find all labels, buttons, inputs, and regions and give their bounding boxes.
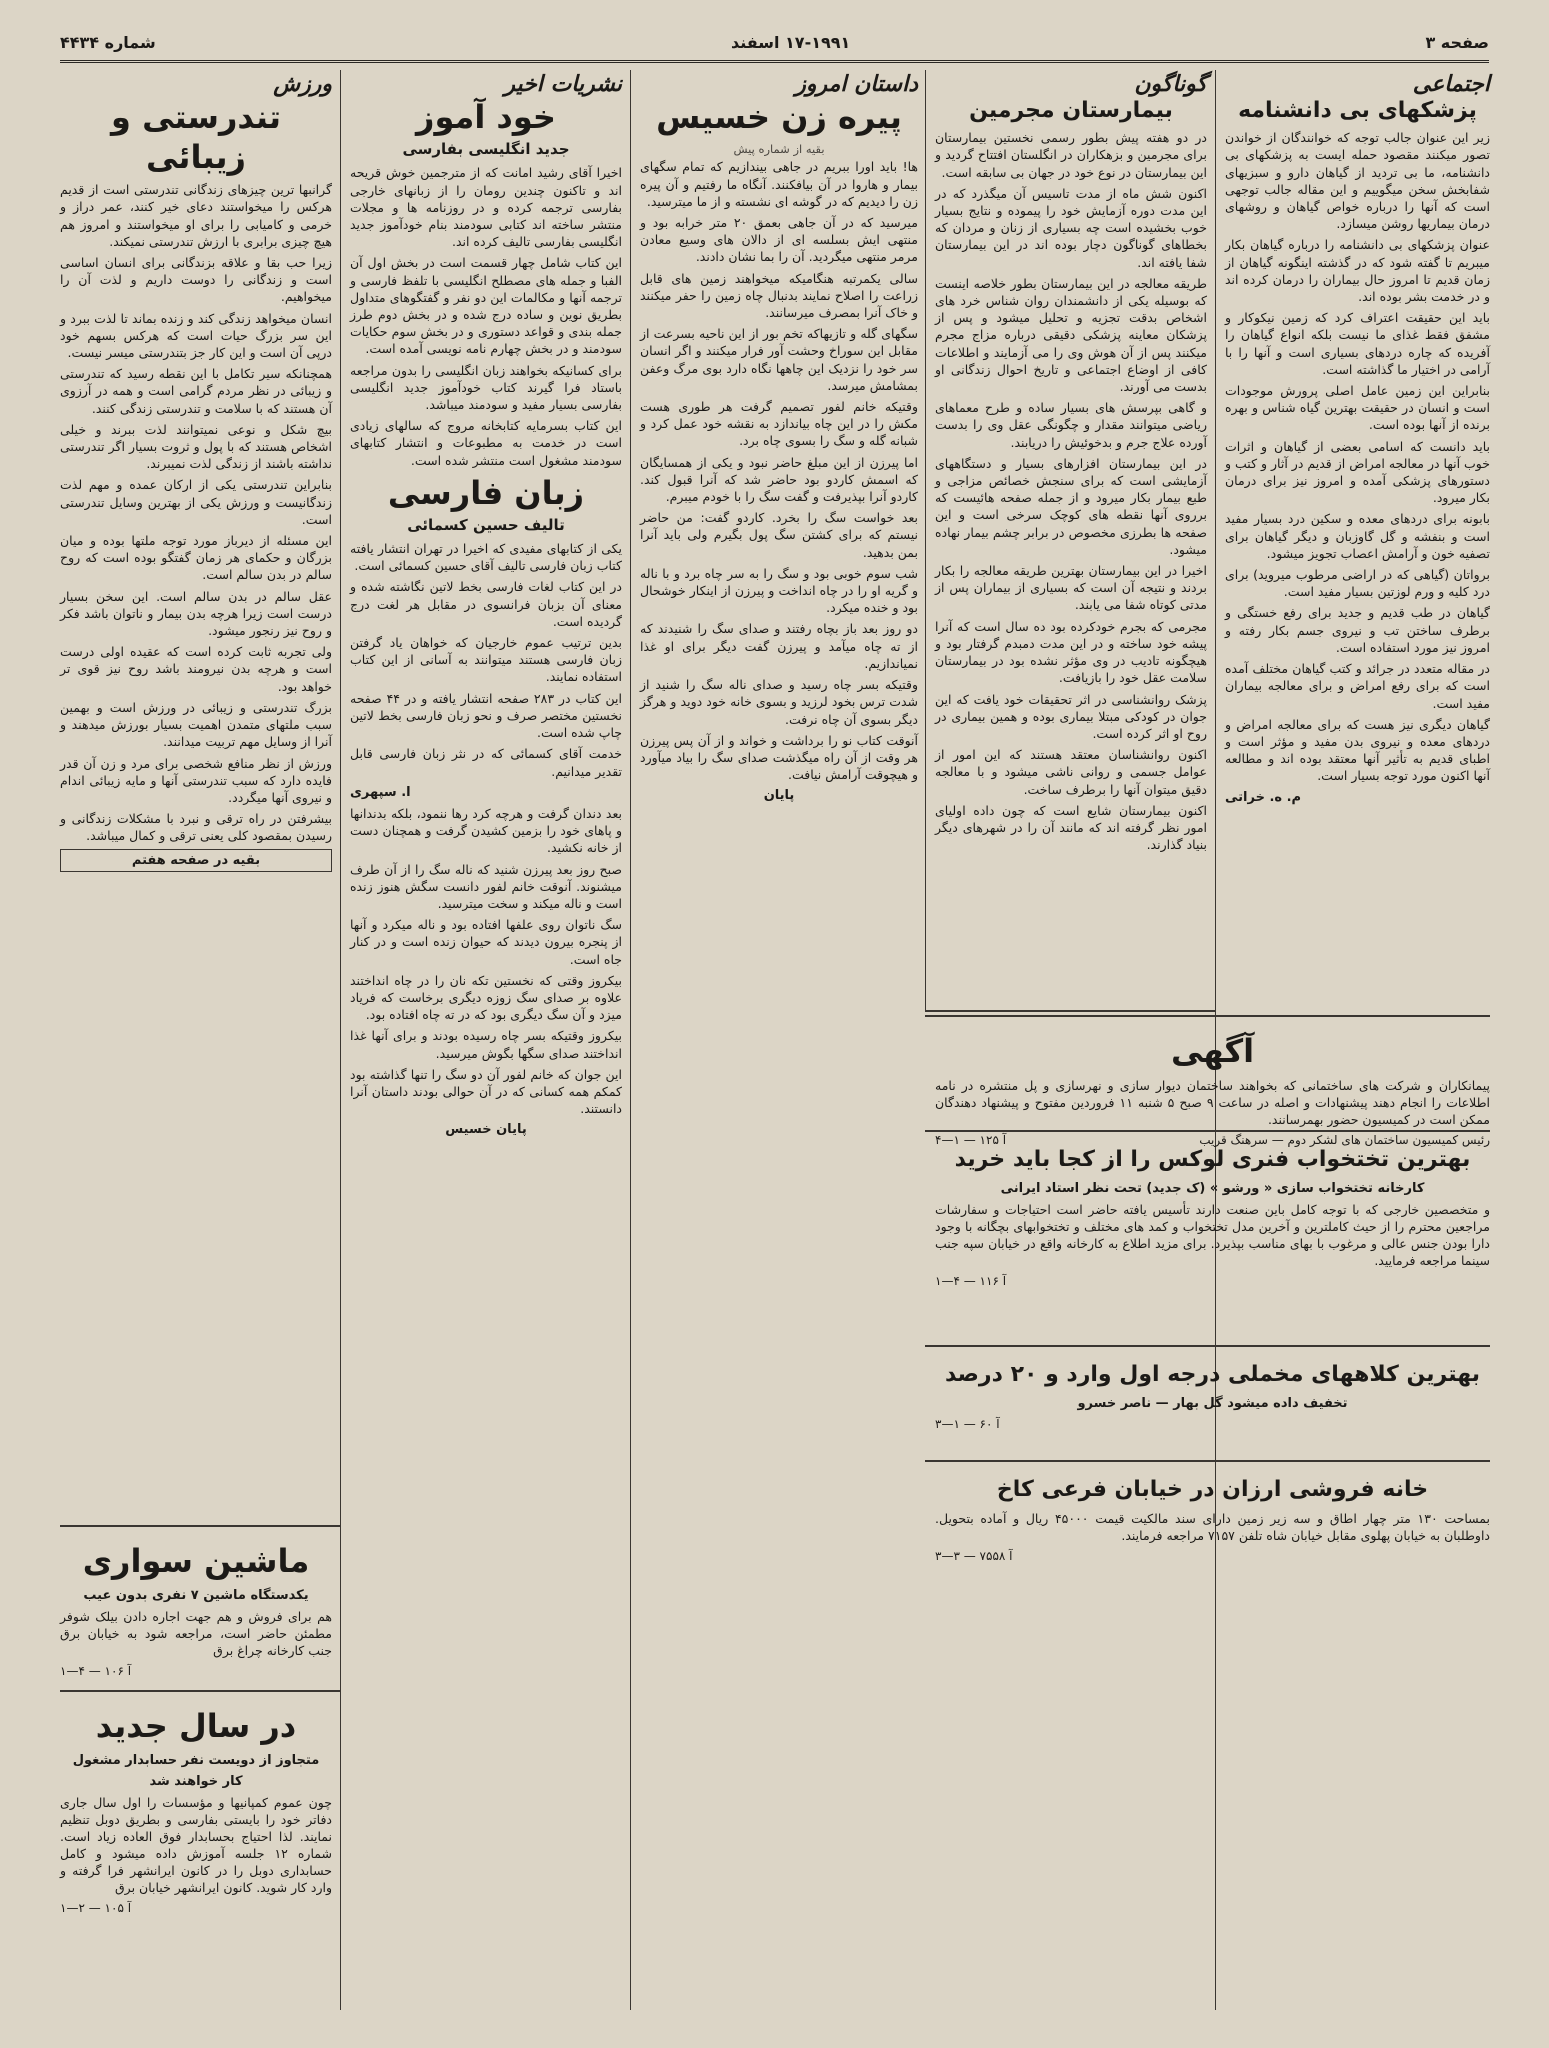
ad-car bbox=[60, 1535, 332, 1685]
paragraph: این جوان که خانم لفور آن دو سگ را تنها گذاشته بود کمکم همه کسانی که در آن حوالی بودند داستان آنرا دانستند. bbox=[350, 1066, 622, 1117]
paragraph: بنابراین تندرستی یکی از ارکان عمده و مهم لذت زندگانیست و ورزش یکی از بهترین وسایل تندرستی است. bbox=[60, 477, 332, 527]
ad-bed bbox=[935, 1140, 1490, 1340]
paragraph: اخیرا در این بیمارستان بهترین طریقه معالجه را بکار بردند و نتیجه آن است که بسیاری از بیماران پس از مدتی کوتاه شفا می یابند. bbox=[935, 563, 1207, 613]
paragraph: بدین ترتیب عموم خارجیان که خواهان یاد گرفتن زبان فارسی هستند میتوانند به آسانی از این کتاب استفاده نمایند. bbox=[350, 635, 622, 685]
paragraph: وقتیکه خانم لفور تصمیم گرفت هر طوری هست مکش را در این چاه بیاندازد به نقشه خود عمل کرد و شبانه گله و سگ را بسوی چاه برد. bbox=[640, 399, 918, 449]
ad-notice bbox=[935, 1025, 1491, 1147]
ad-title: بهترین تختخواب فنری لوکس را از کجا باید خرید bbox=[954, 1147, 1471, 1172]
signature: م. ه. خراتی bbox=[1225, 789, 1302, 805]
article-title: پیره زن خسیس bbox=[656, 98, 902, 137]
column-rule bbox=[630, 70, 631, 2010]
page-label: صفحه ۳ bbox=[1425, 32, 1489, 52]
paragraph: بعد دندان گرفت و هرچه کرد رها ننمود، بلکه بدندانها و پاهای خود را بزمین کشیدن گرفت و همچنان دست از خانه نکشید. bbox=[350, 805, 622, 856]
section-label: نشریات اخیر bbox=[504, 72, 622, 97]
paragraph: ولی تجربه ثابت کرده است که عقیده اولی درست است و هرچه بدن نیرومند باشد روح نیز قوی تر خواهد بود. bbox=[60, 644, 332, 694]
paragraph: ورزش از نظر منافع شخصی برای مرد و زن آن قدر فایده دارد که سبب تندرستی آنها و مایه زیبائی اندام و نیروی آنها میگردد. bbox=[60, 755, 332, 805]
paragraph: اخیرا آقای رشید امانت که از مترجمین خوش قریحه اند و تاکنون چندین رومان را از زبانهای خارجی بفارسی ترجمه کرده و در روزنامه ها و مجلات منتشر ساخته اند کتابی سودمند بنام خودآموز جدید انگلیسی بفارسی تالیف کرده اند. bbox=[350, 165, 622, 250]
ad-body: چون عموم کمپانیها و مؤسسات را اول سال جاری دفاتر خود را بایستی بفارسی و بطریق دوبل تنظیم نمایند. لذا احتیاج بحسابدار فوق العاده زیاد است. شماره ۱۲ جلسه آموزش داده میشود و کامل حسابداری دوبل را در کانون ایرانشهر فرا گرفته و وارد کار شوید. کانون ایرانشهر خیابان برق bbox=[60, 1795, 332, 1895]
ad-subtitle: یکدستگاه ماشین ۷ نفری بدون عیب bbox=[83, 1588, 309, 1603]
section-rule bbox=[925, 1345, 1490, 1347]
article-subtitle: جدید انگلیسی بفارسی bbox=[402, 140, 570, 159]
paragraph: صبح روز بعد پیرزن شنید که ناله سگ را از آن طرف میشنوند. آنوقت خانم لفور دانست سگش هنوز زنده است و ناله میکند و سخت میترسید. bbox=[350, 861, 622, 911]
ad-hat bbox=[935, 1355, 1490, 1455]
paragraph: اکنون روانشناسان معتقد هستند که این امور از عوامل جسمی و روانی ناشی میشود و با معالجه دقیق میتوان آنها را برطرف ساخت. bbox=[935, 747, 1207, 797]
continued-note: بقیه در صفحه هفتم bbox=[60, 849, 332, 872]
paragraph: برواتان (گیاهی که در اراضی مرطوب میروید) برای درد کلیه و ورم لوزتین بسیار مفید است. bbox=[1225, 567, 1490, 600]
paragraph: بیکروز وقتی که نخستین تکه نان را در چاه انداختند علاوه بر صدای سگ زوزه دیگری برخاست که فریاد میزد و آن سگ دیگری بود که در ته چاه افتاده بود. bbox=[350, 972, 622, 1023]
ad-title: ماشین سواری bbox=[82, 1542, 310, 1580]
paragraph: زیرا حب بقا و علاقه بزندگانی برای انسان اساسی است و زندگانی را دوست داریم و لذت آن را میخواهیم. bbox=[60, 255, 332, 305]
book-title: زبان فارسی bbox=[387, 473, 585, 512]
article-title: بیمارستان مجرمین bbox=[969, 98, 1173, 124]
ad-title: در سال جدید bbox=[95, 1707, 297, 1745]
column-sport bbox=[60, 70, 332, 1520]
ad-subtitle: متجاوز از دویست نفر حسابدار مشغول bbox=[72, 1753, 320, 1768]
ad-code: آ ۱۰۵ — ۲—۱ bbox=[60, 1901, 132, 1915]
ad-title: بهترین کلاههای مخملی درجه اول وارد و ۲۰ درصد bbox=[944, 1362, 1481, 1387]
ad-subtitle: تخفیف داده میشود گل بهار — ناصر خسرو bbox=[1077, 1396, 1348, 1411]
paragraph: شب سوم خوبی بود و سگ را به سر چاه برد و با ناله و گریه او را در چاه انداخت و پیرزن از اینکار خوشحال بود و خنده میکرد. bbox=[640, 565, 918, 616]
ad-body: بمساحت ۱۳۰ متر چهار اطاق و سه زیر زمین دارای سند مالکیت قیمت ۴۵۰۰۰ ریال و آماده بتحویل. داوطلبان به خیابان پهلوی مقابل خیابان شاه تلفن ۷۱۵۷ مراجعه فرمایند. bbox=[935, 1511, 1491, 1543]
paragraph: آنوقت کتاب نو را برداشت و خواند و از آن پس پیرزن هر وقت از آن راه میگذشت صدای سگ را بیاد میآورد و هیچوقت آرامش نیافت. bbox=[640, 732, 918, 783]
column-publications bbox=[350, 70, 622, 2000]
paragraph: گرانبها ترین چیزهای زندگانی تندرستی است از قدیم هرکس را میخواستند دعای خیر کنند، عمر دراز و خرمی و کامیابی را برای او میخواستند و امروز هم هیچ چیزی برابری با ارزش تندرستی نمیکند. bbox=[60, 182, 332, 249]
paragraph: اکنون بیمارستان شایع است که چون داده اولیای امور نظر گرفته اند که مانند آن را در شهرهای دیگر بنیاد گذارند. bbox=[935, 802, 1207, 853]
paragraph: میرسید که در آن جاهی بعمق ۲۰ متر خرابه بود و منتهی ایش بسلسه ای از دالان های وسیع معادن مرمر منتهی میگردید. آن را بما نشان دادند. bbox=[640, 215, 918, 265]
paragraph: زیر این عنوان جالب توجه که خوانندگان از خواندن تصور میکنند مقصود حمله ایست به پزشکهای بی دانشنامه، ما بی تردید از گیاهان دارو و سبزیهای شفابخش سخن میگوییم و این مقاله جالب توجهی است که آنها را درباره خواص گیاهان و روشهای درمان بیماریها روشن میسازد. bbox=[1225, 130, 1490, 232]
paragraph: طریقه معالجه در این بیمارستان بطور خلاصه اینست که بوسیله یکی از دانشمندان روان شناس خرد های اشخاص بدقت تجزیه و تحلیل میشود و پس از پزشکان معاینه پزشکی دقیقی درباره مزاج مجرم میکنند پس از آن هوش وی را می آزمایند و اطلاعات کافی از اوضاع اجتماعی و تاریخ احوال زندگانی او بدست می آورند. bbox=[935, 275, 1207, 395]
signature: ا. سپهری bbox=[350, 784, 411, 800]
paragraph: در این کتاب لغات فارسی بخط لاتین نگاشته شده و معنای آن بزبان فرانسوی در مقابل هر لغت درج گردیده است. bbox=[350, 579, 622, 629]
section-label: اجتماعی bbox=[1412, 72, 1490, 97]
section-rule bbox=[60, 1525, 340, 1527]
ad-body: و متخصصین خارجی که با توجه کامل باین صنعت دارند تأسیس یافته حاضر است احتیاجات و سفارشات مراجعین محترم را از حیث کاملترین و آخرین مدل تختخواب و کمد های مختلف و تختخوابهای بچگانه با وجود دارا بودن جنس عالی و مرغوب با بهای مناسب بپذیرد. برای مزید اطلاع به کارخانه واقع در خیابان سپه جنب سینما مراجعه فرمایید. bbox=[935, 1202, 1490, 1268]
ad-body: هم برای فروش و هم جهت اجاره دادن بیلک شوفر مطمئن حاضر است، مراجعه شود به خیابان برق جنب کارخانه چراغ برق bbox=[60, 1609, 332, 1658]
paragraph: عنوان پزشکهای بی دانشنامه را درباره گیاهان بکار میبریم تا گفته شود که در گذشته اینگونه گیاهان از زمان قدیم تا امروز حال بیماران را درمان کرده اند و در خدمت بشر بوده اند. bbox=[1225, 237, 1490, 305]
paragraph: اکنون شش ماه از مدت تاسیس آن میگذرد که در این مدت دوره آزمایش خود را پیموده و نتایج بسیار خوب بخشیده است چه بسیاری از زنان و مردان که بخطاهای گوناگون دچار بوده اند در این بیمارستان شفا یافته اند. bbox=[935, 185, 1207, 270]
column-rule bbox=[925, 70, 926, 1010]
paragraph: برای کسانیکه بخواهند زبان انگلیسی را بدون مراجعه باستاد فرا گیرند کتاب خودآموز جدید انگلیسی بفارسی بسیار مفید و سودمند میباشد. bbox=[350, 362, 622, 413]
article-title: پزشکهای بی دانشنامه bbox=[1238, 98, 1477, 124]
paragraph: و گاهی بپرسش های بسیار ساده و طرح معماهای ریاضی میتوانند مقدار و چگونگی عقل وی را بدست آورده علاج جرم و بدخوئیش را دریابند. bbox=[935, 400, 1207, 450]
paragraph: سگهای گله و تازیهاکه تخم بور از این ناحیه بسرعت از مقابل این سوراخ وحشت آور فرار میکنند و اگر انسان سر خود را نزدیک این چاهها نگاه دارد بوی مرگ وعفن بمشامش میرسد. bbox=[640, 326, 918, 393]
paragraph: مجرمی که بجرم خودکرده بود ده سال است که آنرا پیشه خود ساخته و در این مدت دمبدم گرفتار بود و هیچگونه تادیب در وی مؤثر نشده بود در بیمارستان سلامت عقل خود را بازیافت. bbox=[935, 618, 1207, 686]
paragraph: پزشک روانشناسی در اثر تحقیقات خود یافت که این جوان در کودکی مبتلا بیماری بوده و همین بیماری در روح او اثر کرده است. bbox=[935, 691, 1207, 741]
story-end: پایان bbox=[763, 788, 795, 804]
paragraph: گیاهان در طب قدیم و جدید برای رفع خستگی و برطرف ساختن تب و نیروی جسم بکار رفته و امروز نیز مورد استفاده است. bbox=[1225, 605, 1490, 655]
masthead bbox=[60, 28, 1489, 63]
ad-signature: رئیس کمیسیون ساختمان های لشکر دوم — سرهنگ قریب bbox=[1199, 1133, 1490, 1147]
paragraph: سگ ناتوان روی علفها افتاده بود و ناله میکرد و آنها از پنجره بیرون دیدند که حیوان زنده است و در کنار جاه است. bbox=[350, 917, 622, 967]
article-title: تندرستی و زیبائی bbox=[111, 98, 281, 177]
section-label: گوناگون bbox=[1134, 72, 1207, 97]
paragraph: این کتاب در ۲۸۳ صفحه انتشار یافته و در ۴۴ صفحه نخستین مختصر صرف و نحو زبان فارسی بخط لاتین چاپ شده است. bbox=[350, 690, 622, 741]
column-misc bbox=[935, 70, 1207, 1005]
section-rule bbox=[925, 1130, 1490, 1132]
ad-body: پیمانکاران و شرکت های ساختمانی که بخواهند ساختمان دیوار سازی و نهرسازی و پل منتشره در نامه اطلاعات را انجام دهند پیشنهادات و اصله در ساعت ۹ صبح ۵ شنبه ۱۱ فروردین مفتوح و پیشنهاد دهندگان ممکن است در کمیسیون حضور بهمرسانند. bbox=[935, 1078, 1491, 1127]
ad-subtitle: کارخانه تختخواب سازی « ورشو » (ک جدید) تحت نظر استاد ایرانی bbox=[1000, 1181, 1425, 1196]
paragraph: بیچ شکل و نوعی نمیتوانند لذت ببرند و خیلی اشخاص هستند که با پول و ثروت بسیار اگر تندرستی نداشته باشند از زندگی لذت نمیبرند. bbox=[60, 421, 332, 472]
section-rule bbox=[925, 1010, 1215, 1012]
paragraph: این کتاب بسرمایه کتابخانه مروج که سالهای زیادی است در خدمت به مطبوعات و انتشار کتابهای سودمند مشغول است منتشر شده است. bbox=[350, 418, 622, 468]
paragraph: در دو هفته پیش بطور رسمی نخستین بیمارستان برای مجرمین و بزهکاران در انگلستان افتتاح گردید و این بیمارستان در نوع خود در جهان بی سابقه است. bbox=[935, 130, 1207, 180]
section-label: داستان امروز bbox=[795, 72, 918, 97]
paragraph: بعد خواست سگ را بخرد. کاردو گفت: من حاضر نیستم که برای کشتن سگ پول بگیرم ولی باید آنرا بمن بدهید. bbox=[640, 510, 918, 560]
ad-code: آ ۱۲۵ — ۱—۴ bbox=[935, 1133, 1007, 1147]
paragraph: سالی یکمرتبه هنگامیکه میخواهند زمین های قابل زراعت را اصلاح نمایند بدنبال چاه زمین را حفر میکنند و خاک آنرا بمصرف میرسانند. bbox=[640, 270, 918, 321]
paragraph: انسان میخواهد زندگی کند و زنده بماند تا لذت ببرد و این سر بزرگ حیات است که هرکس بسهم خود درپی آن است و این کار جز بتندرستی میسر نیست. bbox=[60, 310, 332, 361]
paragraph: بزرگ تندرستی و زیبائی در ورزش است و بهمین سبب ملتهای متمدن اهمیت بسیار بورزش میدهند و آنرا از وسایل مهم تربیت میدانند. bbox=[60, 699, 332, 750]
paragraph: ها! باید اورا ببریم در جاهی بیندازیم که تمام سگهای بیمار و هاروا در آن بیافکنند. آنگاه ما رفتیم و آن پیره زن را دیدیم که در گوشه ای نشسته و از ما میترسید. bbox=[640, 159, 918, 209]
paragraph: این کتاب شامل چهار قسمت است در بخش اول آن الفبا و جمله های مصطلح انگلیسی با تلفظ فارسی و ترجمه آنها و مکالمات این دو نفر و گفتگوهای متداول بطریق نوین و ساده درج شده و در بخش دوم طرز جمله بندی و قواعد دستوری و در بخش سوم حکایات سودمند و در بخش چهارم نامه نویسی آمده است. bbox=[350, 255, 622, 357]
column-story bbox=[640, 70, 918, 2000]
paragraph: همچنانکه سیر تکامل با این نقطه رسید که تندرستی و زیبائی در نظر مردم گرامی است و همه در آرزوی آن هستند که با سلامت و تندرستی زندگی کنند. bbox=[60, 366, 332, 416]
paragraph: خدمت آقای کسمائی که در نثر زبان فارسی قابل تقدیر میدانیم. bbox=[350, 746, 622, 779]
section-rule bbox=[925, 1015, 1490, 1017]
ad-title: خانه فروشی ارزان در خیابان فرعی کاخ bbox=[996, 1477, 1429, 1502]
column-rule bbox=[340, 70, 341, 2010]
paragraph: یکی از کتابهای مفیدی که اخیرا در تهران انتشار یافته کتاب زبان فارسی تالیف آقای حسین کسمائی است. bbox=[350, 541, 622, 574]
story-end: پایان خسیس bbox=[445, 1122, 527, 1138]
paragraph: باید دانست که اسامی بعضی از گیاهان و اثرات خوب آنها در معالجه امراض از قدیم در آثار و کتب و دستورهای پزشکی آمده و امروز نیز برای درمان بکار میرود. bbox=[1225, 438, 1490, 506]
ad-code: آ ۱۰۶ — ۴—۱ bbox=[60, 1664, 132, 1678]
paragraph: دو روز بعد باز بچاه رفتند و صدای سگ را شنیدند که از ته چاه میآمد و پیرزن گفت دیگر برای او غذا نمیاندازیم. bbox=[640, 621, 918, 671]
paragraph: این مسئله از دیرباز مورد توجه ملتها بوده و میان بزرگان و حکمای هر زمان گفتگو بوده است که روح سالم در بدن سالم است. bbox=[60, 533, 332, 583]
paragraph: باید این حقیقت اعتراف کرد که زمین نیکوکار و مشفق فقط غذای ما نیست بلکه انواع گیاهان را آفریده که چاره دردهای بسیاری است و آنها را با آرامی در اختیار ما گذاشته است. bbox=[1225, 310, 1490, 377]
paragraph: عقل سالم در بدن سالم است. این سخن بسیار درست است زیرا هرچه بدن بیمار و ناتوان باشد فکر و روح نیز رنجور میشود. bbox=[60, 588, 332, 639]
ad-code: آ ۱۱۶ — ۴—۱ bbox=[935, 1274, 1007, 1288]
paragraph: وقتیکه بسر چاه رسید و صدای ناله سگ را شنید از شدت ترس بخود لرزید و بسوی خانه خود دوید و هرگز دیگر بسوی آن چاه نرفت. bbox=[640, 677, 918, 727]
paragraph: اما پیرزن از این مبلغ حاضر نبود و یکی از همسایگان که اسمش کاردو بود حاضر شد که آنرا قبول کند. کاردو آنرا بپذیرفت و گفت سگ را با خودم میبرم. bbox=[640, 454, 918, 505]
ad-house bbox=[935, 1470, 1490, 1590]
section-label: ورزش bbox=[273, 72, 332, 97]
paragraph: در این بیمارستان افزارهای بسیار و دستگاههای آزمایشی است که برای سنجش خصائص مزاجی و طبع بیمار بکار میرود و از جمله صفحه هائیست که برروی آنها نقطه های کوچک سرخی است و این صفحه ها بطرزی مخصوص در برابر چشم بیمار نهاده میشود. bbox=[935, 455, 1207, 557]
paragraph: بیشرفتن در راه ترقی و نبرد با مشکلات زندگانی و رسیدن بمقصود کلی یعنی ترقی و کمال میباشد. bbox=[60, 811, 332, 844]
issue-date: ۱۷-۱۹۹۱ اسفند bbox=[730, 32, 851, 52]
ad-code: آ ۷۵۵۸ — ۳—۳ bbox=[935, 1549, 1013, 1563]
section-rule bbox=[925, 1460, 1490, 1462]
paragraph: در مقاله متعدد در جرائد و کتب گیاهان مختلف آمده است که برای رفع امراض و برای معالجه بیماران مفید است. bbox=[1225, 661, 1490, 711]
ad-code: آ ۶۰ — ۱—۳ bbox=[935, 1417, 1000, 1431]
issue-number: شماره ۴۴۳۴ bbox=[60, 32, 156, 52]
paragraph: بنابراین این زمین عامل اصلی پرورش موجودات است و انسان در حقیقت بهترین گیاه شناس و بهره برنده از آنها بوده است. bbox=[1225, 383, 1490, 433]
ad-title: آگهی bbox=[1170, 1032, 1255, 1070]
article-title: خود آموز bbox=[416, 98, 556, 137]
continued-note: بقیه از شماره پیش bbox=[733, 142, 825, 157]
column-social bbox=[1225, 70, 1490, 1010]
ad-newyear bbox=[60, 1700, 332, 2000]
ad-subtitle-2: کار خواهند شد bbox=[149, 1774, 243, 1789]
paragraph: بیکروز وقتیکه بسر چاه رسیده بودند و برای آنها غذا انداختند صدای سگها بگوش میرسید. bbox=[350, 1028, 622, 1061]
paragraph: بابونه برای دردهای معده و سکین درد بسیار مفید است و بنفشه و گل گاوزبان و دیگر گیاهان برای تصفیه خون و آرامش اعصاب تجویز میشود. bbox=[1225, 511, 1490, 561]
paragraph: گیاهان دیگری نیز هست که برای معالجه امراض و دردهای معده و نیروی بدن مفید و مؤثر است و اطبای قدیم به تأثیر آنها معتقد بوده اند و مطالعه آنها اکنون مورد توجه بسیار است. bbox=[1225, 716, 1490, 784]
section-rule bbox=[60, 1690, 340, 1692]
book-author: تالیف حسین کسمائی bbox=[407, 515, 565, 534]
